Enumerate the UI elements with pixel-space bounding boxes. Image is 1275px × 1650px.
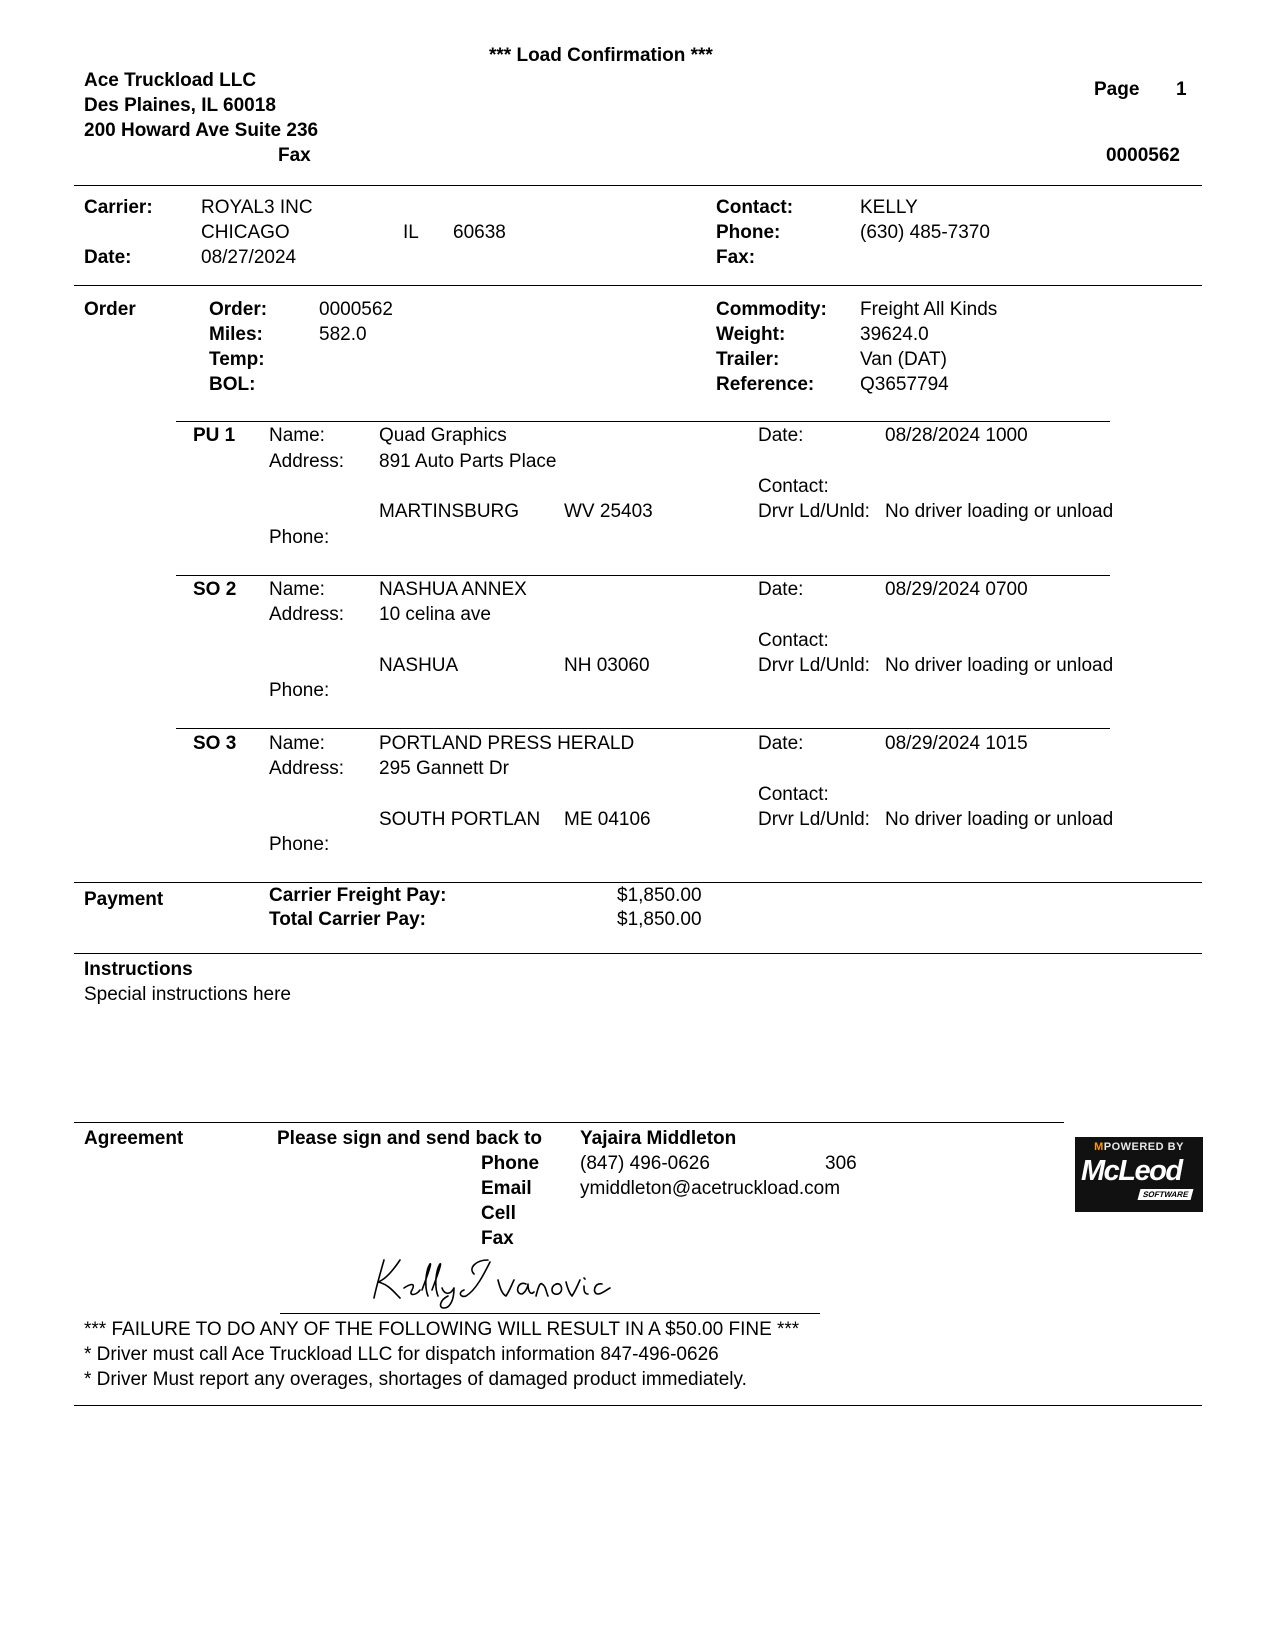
stop-divider bbox=[176, 575, 1110, 576]
stop-state-zip: NH 03060 bbox=[564, 655, 650, 676]
bol-label: BOL: bbox=[209, 374, 256, 395]
agreement-label: Agreement bbox=[84, 1128, 184, 1149]
stop-address-label: Address: bbox=[269, 451, 344, 472]
trailer-label: Trailer: bbox=[716, 349, 780, 370]
date-label: Date: bbox=[84, 247, 132, 268]
stop-name: PORTLAND PRESS HERALD bbox=[379, 733, 635, 754]
instructions-label: Instructions bbox=[84, 959, 193, 980]
stop-date-label: Date: bbox=[758, 425, 804, 446]
divider bbox=[74, 1122, 1064, 1123]
page-number: 1 bbox=[1176, 79, 1187, 100]
stop-drvr: No driver loading or unload bbox=[885, 809, 1114, 830]
payment-section-label: Payment bbox=[84, 889, 164, 910]
fax-label: Fax: bbox=[716, 247, 756, 268]
stop-name-label: Name: bbox=[269, 579, 325, 600]
stop-city: MARTINSBURG bbox=[379, 501, 520, 522]
divider bbox=[74, 953, 1202, 954]
stop-address: 891 Auto Parts Place bbox=[379, 451, 557, 472]
company-fax-label: Fax bbox=[278, 145, 311, 166]
stop-divider bbox=[176, 421, 1110, 422]
miles-label: Miles: bbox=[209, 324, 263, 345]
stop-phone-label: Phone: bbox=[269, 680, 330, 701]
agreement-cell-label: Cell bbox=[481, 1203, 516, 1224]
stop-contact-label: Contact: bbox=[758, 476, 829, 497]
stop-name-label: Name: bbox=[269, 733, 325, 754]
stop-date: 08/29/2024 0700 bbox=[885, 579, 1028, 600]
carrier-label: Carrier: bbox=[84, 197, 153, 218]
mcleod-logo bbox=[1075, 1137, 1203, 1212]
agreement-contact-name: Yajaira Middleton bbox=[580, 1128, 737, 1149]
signature-image bbox=[370, 1250, 630, 1310]
reference-label: Reference: bbox=[716, 374, 815, 395]
carrier-phone: (630) 485-7370 bbox=[860, 222, 990, 243]
stop-contact-label: Contact: bbox=[758, 784, 829, 805]
stop-date-label: Date: bbox=[758, 579, 804, 600]
commodity-label: Commodity: bbox=[716, 299, 827, 320]
total-pay-amount: $1,850.00 bbox=[617, 909, 702, 930]
logo-powered-by: MPOWERED BY bbox=[1094, 1141, 1184, 1153]
instructions-text: Special instructions here bbox=[84, 984, 291, 1005]
carrier-state: IL bbox=[403, 222, 419, 243]
stop-name: NASHUA ANNEX bbox=[379, 579, 527, 600]
send-back-label: Please sign and send back to bbox=[277, 1128, 543, 1149]
stop-address: 295 Gannett Dr bbox=[379, 758, 509, 779]
freight-pay-amount: $1,850.00 bbox=[617, 885, 702, 906]
stop-city: SOUTH PORTLAN bbox=[379, 809, 541, 830]
document-number: 0000562 bbox=[1106, 145, 1180, 166]
stop-code: SO 3 bbox=[193, 733, 237, 754]
stop-drvr-label: Drvr Ld/Unld: bbox=[758, 501, 870, 522]
logo-software: SOFTWARE bbox=[1138, 1189, 1194, 1200]
divider bbox=[74, 882, 1202, 883]
stop-divider bbox=[176, 728, 1110, 729]
stop-drvr-label: Drvr Ld/Unld: bbox=[758, 809, 870, 830]
divider bbox=[74, 1405, 1202, 1406]
contact-label: Contact: bbox=[716, 197, 794, 218]
order-commodity: Freight All Kinds bbox=[860, 299, 998, 320]
stop-phone-label: Phone: bbox=[269, 527, 330, 548]
agreement-phone-label: Phone bbox=[481, 1153, 540, 1174]
stop-code: SO 2 bbox=[193, 579, 237, 600]
notice-line-1: * Driver must call Ace Truckload LLC for dispatch information 847-496-0626 bbox=[84, 1344, 719, 1365]
carrier-date: 08/27/2024 bbox=[201, 247, 297, 268]
carrier-zip: 60638 bbox=[453, 222, 506, 243]
agreement-fax-label: Fax bbox=[481, 1228, 514, 1249]
agreement-extension: 306 bbox=[825, 1153, 857, 1174]
company-city: Des Plaines, IL 60018 bbox=[84, 95, 276, 116]
stop-date: 08/29/2024 1015 bbox=[885, 733, 1028, 754]
fine-warning: *** FAILURE TO DO ANY OF THE FOLLOWING WILL RESULT IN A $50.00 FINE *** bbox=[84, 1319, 800, 1340]
page-label: Page bbox=[1094, 79, 1140, 100]
stop-date: 08/28/2024 1000 bbox=[885, 425, 1028, 446]
stop-drvr-label: Drvr Ld/Unld: bbox=[758, 655, 870, 676]
stop-address-label: Address: bbox=[269, 758, 344, 779]
company-name: Ace Truckload LLC bbox=[84, 70, 257, 91]
stop-state-zip: WV 25403 bbox=[564, 501, 653, 522]
carrier-contact: KELLY bbox=[860, 197, 918, 218]
logo-brand: McLeod bbox=[1081, 1155, 1182, 1187]
divider bbox=[74, 285, 1202, 286]
divider bbox=[74, 185, 1202, 186]
phone-label: Phone: bbox=[716, 222, 781, 243]
stop-city: NASHUA bbox=[379, 655, 459, 676]
agreement-email: ymiddleton@acetruckload.com bbox=[580, 1178, 841, 1199]
stop-phone-label: Phone: bbox=[269, 834, 330, 855]
agreement-phone: (847) 496-0626 bbox=[580, 1153, 710, 1174]
order-section-label: Order bbox=[84, 299, 136, 320]
weight-label: Weight: bbox=[716, 324, 786, 345]
document-title: *** Load Confirmation *** bbox=[489, 45, 713, 66]
order-weight: 39624.0 bbox=[860, 324, 929, 345]
order-reference: Q3657794 bbox=[860, 374, 949, 395]
total-pay-label: Total Carrier Pay: bbox=[269, 909, 426, 930]
stop-address: 10 celina ave bbox=[379, 604, 491, 625]
carrier-city: CHICAGO bbox=[201, 222, 290, 243]
agreement-email-label: Email bbox=[481, 1178, 532, 1199]
stop-name-label: Name: bbox=[269, 425, 325, 446]
company-address: 200 Howard Ave Suite 236 bbox=[84, 120, 319, 141]
carrier-name: ROYAL3 INC bbox=[201, 197, 313, 218]
order-number: 0000562 bbox=[319, 299, 393, 320]
stop-drvr: No driver loading or unload bbox=[885, 655, 1114, 676]
order-miles: 582.0 bbox=[319, 324, 367, 345]
stop-contact-label: Contact: bbox=[758, 630, 829, 651]
order-label: Order: bbox=[209, 299, 268, 320]
order-trailer: Van (DAT) bbox=[860, 349, 947, 370]
stop-date-label: Date: bbox=[758, 733, 804, 754]
stop-drvr: No driver loading or unload bbox=[885, 501, 1114, 522]
stop-name: Quad Graphics bbox=[379, 425, 507, 446]
freight-pay-label: Carrier Freight Pay: bbox=[269, 885, 447, 906]
temp-label: Temp: bbox=[209, 349, 265, 370]
stop-code: PU 1 bbox=[193, 425, 236, 446]
signature-line bbox=[280, 1313, 820, 1314]
stop-address-label: Address: bbox=[269, 604, 344, 625]
notice-line-2: * Driver Must report any overages, shortages of damaged product immediately. bbox=[84, 1369, 747, 1390]
stop-state-zip: ME 04106 bbox=[564, 809, 651, 830]
